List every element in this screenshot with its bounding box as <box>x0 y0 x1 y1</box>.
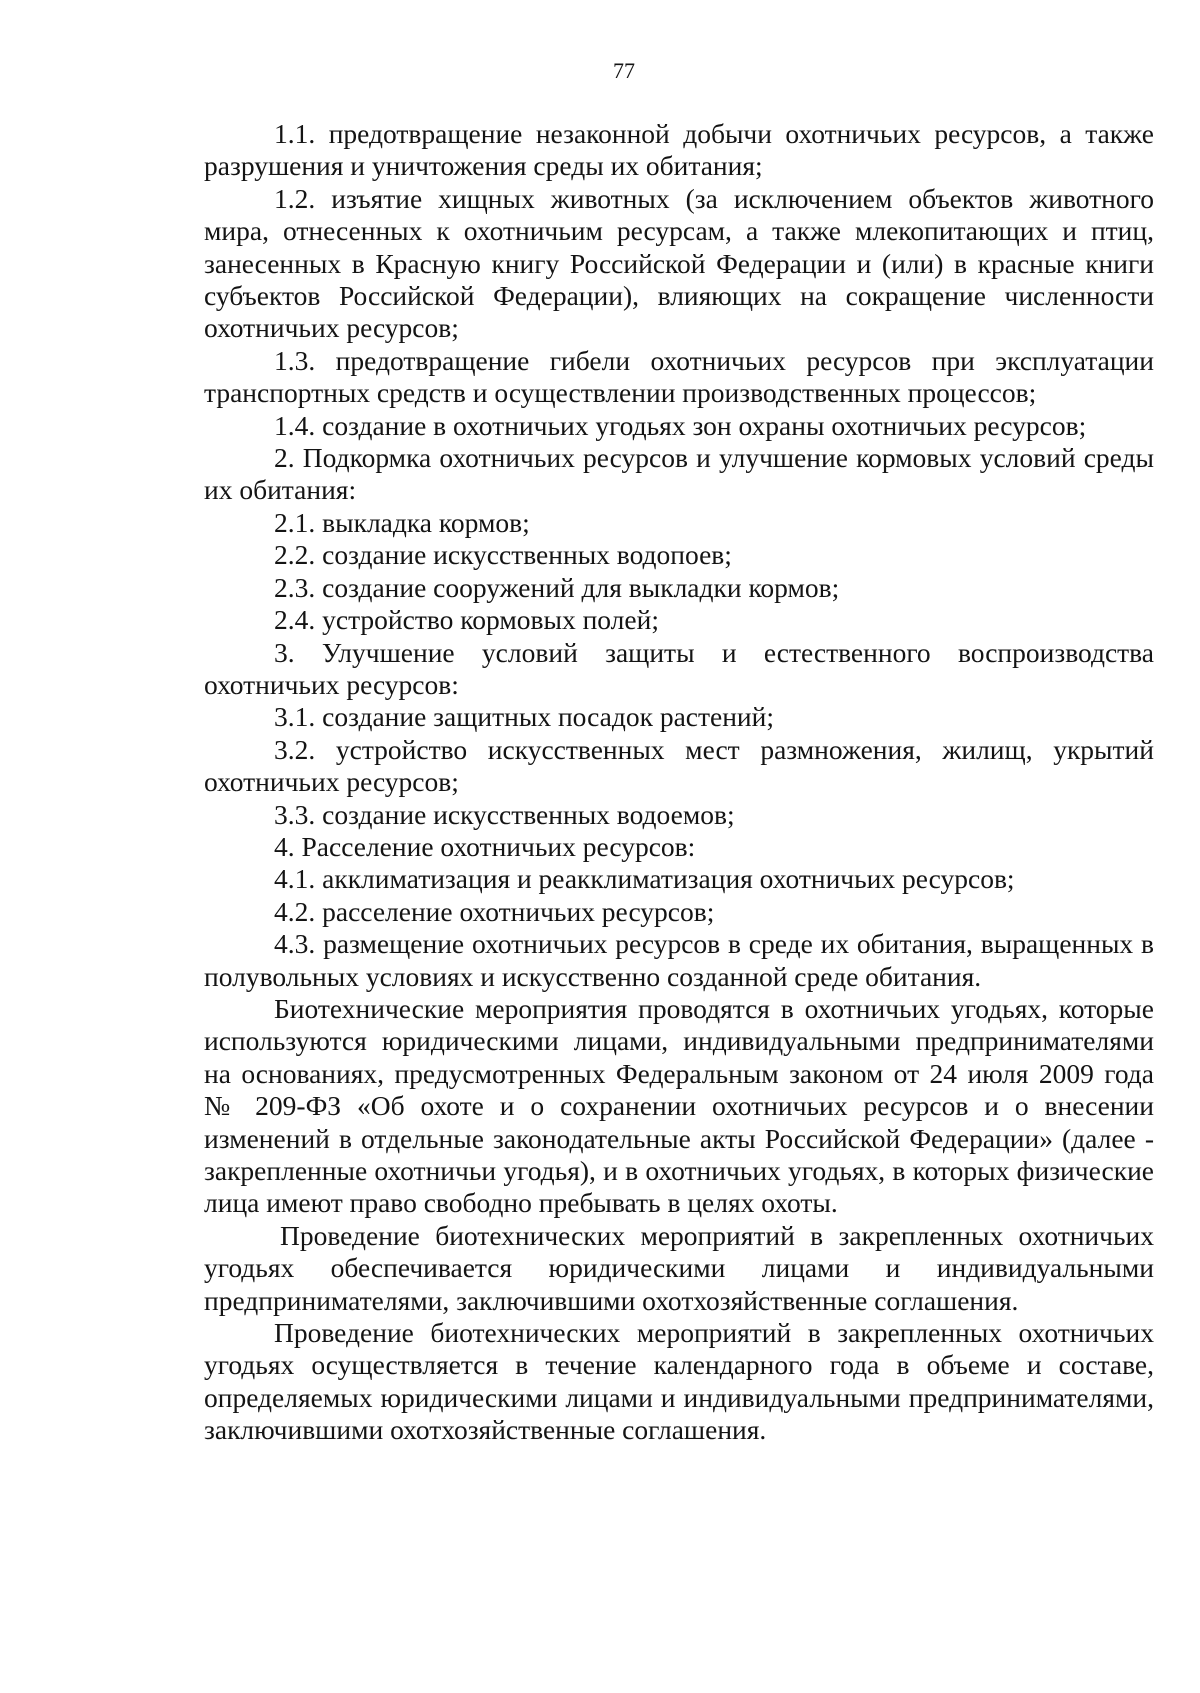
paragraph-3: 3. Улучшение условий защиты и естественного воспроизводства охотничьих ресурсов: <box>204 636 1154 700</box>
paragraph-2-4: 2.4. устройство кормовых полей; <box>274 604 659 636</box>
paragraph-1-2: 1.2. изъятие хищных животных (за исключением объектов животного мира, отнесенных к охотничьим ресурсам, а также млекопитающих и птиц, занесенных в Красную книгу Российской Федерации и (или) в красные книги субъектов Российской Федерации), влияющих на сокращение численности охотничьих ресурсов; <box>204 182 1154 344</box>
paragraph-2: 2. Подкормка охотничьих ресурсов и улучшение кормовых условий среды их обитания: <box>204 442 1154 506</box>
paragraph-1-4: 1.4. создание в охотничьих угодьях зон охраны охотничьих ресурсов; <box>274 409 1087 441</box>
paragraph-biotech-areas: Биотехнические мероприятия проводятся в охотничьих угодьях, которые используются юридическими лицами, индивидуальными предпринимателями на основаниях, предусмотренных Федеральным законом от 24 июля 2009 года № 209-ФЗ «Об охоте и о сохранении охотничьих ресурсов и о внесении изменений в отдельные законодательные акты Российской Федерации» (далее - закрепленные охотничьи угодья), и в охотничьих угодьях, в которых физические лица имеют право свободно пребывать в целях охоты. <box>204 992 1154 1219</box>
paragraph-1-1: 1.1. предотвращение незаконной добычи охотничьих ресурсов, а также разрушения и уничтожения среды их обитания; <box>204 118 1154 182</box>
paragraph-3-2: 3.2. устройство искусственных мест размножения, жилищ, укрытий охотничьих ресурсов; <box>204 733 1154 798</box>
paragraph-2-3: 2.3. создание сооружений для выкладки кормов; <box>274 571 840 603</box>
paragraph-4-1: 4.1. акклиматизация и реакклиматизация охотничьих ресурсов; <box>274 863 1015 895</box>
paragraph-3-1: 3.1. создание защитных посадок растений; <box>274 701 775 733</box>
paragraph-4: 4. Расселение охотничьих ресурсов: <box>274 830 696 862</box>
paragraph-1-3: 1.3. предотвращение гибели охотничьих ресурсов при эксплуатации транспортных средств и осуществлении производственных процессов; <box>204 344 1154 409</box>
paragraph-4-3: 4.3. размещение охотничьих ресурсов в среде их обитания, выращенных в полувольных условиях и искусственно созданной среде обитания. <box>204 928 1154 992</box>
paragraph-2-1: 2.1. выкладка кормов; <box>274 506 530 538</box>
paragraph-biotech-provision: Проведение биотехнических мероприятий в закрепленных охотничьих угодьях обеспечивается юридическими лицами и индивидуальными предпринимателями, заключившими охотхозяйственные соглашения. <box>204 1219 1154 1316</box>
page-number: 77 <box>613 58 635 83</box>
paragraph-2-2: 2.2. создание искусственных водопоев; <box>274 539 732 571</box>
paragraph-4-2: 4.2. расселение охотничьих ресурсов; <box>274 895 715 927</box>
paragraph-biotech-schedule: Проведение биотехнических мероприятий в закрепленных охотничьих угодьях осуществляется в течение календарного года в объеме и составе, определяемых юридическими лицами и индивидуальными предпринимателями, заключившими охотхозяйственные соглашения. <box>204 1317 1154 1446</box>
document-body <box>204 118 1154 1447</box>
paragraph-3-3: 3.3. создание искусственных водоемов; <box>274 798 735 830</box>
